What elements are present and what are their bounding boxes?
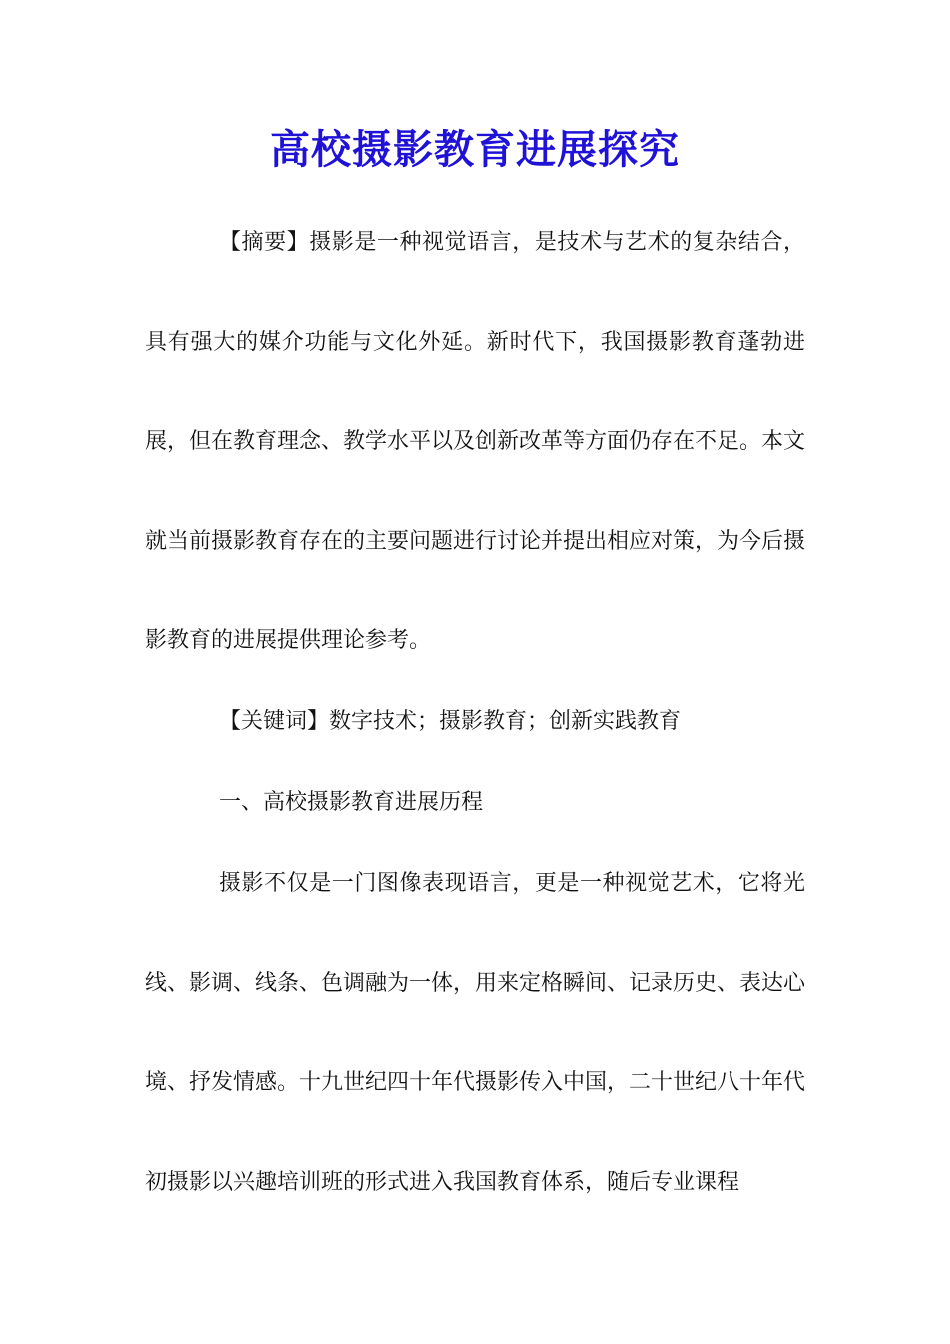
- document-title: 高校摄影教育进展探究: [270, 126, 680, 173]
- section-heading: 一、高校摄影教育进展历程: [219, 790, 484, 815]
- abstract-paragraph: 【摘要】摄影是一种视觉语言，是技术与艺术的复杂结合，具有强大的媒介功能与文化外延。新时代下，我国摄影教育蓬勃进展，但在教育理念、教学水平以及创新改革等方面仍存在不足。本文就当前摄影教育存在的主要问题进行讨论并提出相应对策，为今后摄影教育的进展提供理论参考。: [145, 230, 806, 653]
- body-paragraph: 摄影不仅是一门图像表现语言，更是一种视觉艺术，它将光线、影调、线条、色调融为一体，用来定格瞬间、记录历史、表达心境、抒发情感。十九世纪四十年代摄影传入中国，二十世纪八十年代初摄影以兴趣培训班的形式进入我国教育体系，随后专业课程: [145, 871, 806, 1195]
- keywords-line: 【关键词】数字技术；摄影教育；创新实践教育: [219, 709, 682, 734]
